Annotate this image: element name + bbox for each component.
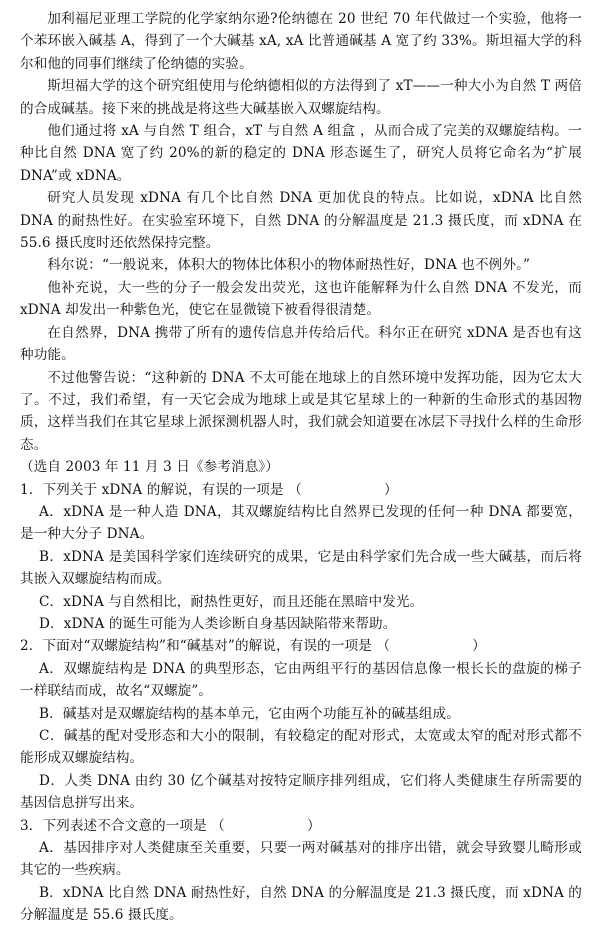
option-b: B．xDNA 比自然 DNA 耐热性好，自然 DNA 的分解温度是 21.3 摄氏度，而 xDNA 的分解温度是 55.6 摄氏度。 — [20, 884, 582, 924]
question-1 — [20, 479, 582, 636]
option-b: B．碱基对是双螺旋结构的基本单元，它由两个功能互补的碱基组成。 — [39, 705, 460, 722]
option-a: A．双螺旋结构是 DNA 的典型形态，它由两组平行的基因信息像一根长长的盘旋的梯子一样联结而成，故名“双螺旋”。 — [20, 660, 582, 700]
option-c: C．碱基的配对受形态和大小的限制，有较稳定的配对形式，太宽或太窄的配对形式都不能形成双螺旋结构。 — [20, 728, 582, 767]
passage-paragraph-1: 加利福尼亚理工学院的化学家纳尔逊?伦纳德在 20 世纪 70 年代做过一个实验，他将一个苯环嵌入碱基 A，得到了一个大碱基 xA, xA 比普通碱基 A 宽了约 33%。斯坦福大学的科尔和他的同事们继续了伦纳德的实验。 — [20, 11, 582, 72]
question-stem: 3．下列表述不合文意的一项是 （ ） — [20, 817, 321, 834]
option-b: B．xDNA 是美国科学家们连续研究的成果，它是由科学家们先合成一些大碱基，而后将其嵌入双螺旋结构而成。 — [20, 548, 582, 588]
question-2 — [20, 635, 582, 814]
passage-paragraph-3: 他们通过将 xA 与自然 T 组合，xT 与自然 A 组盒 ，从而合成了完美的双螺旋结构。一种比自然 DNA 宽了约 20%的新的稳定的 DNA 形态诞生了，研究人员将它命名为“扩展 DNA”或 xDNA。 — [20, 123, 582, 184]
passage-paragraph-8: 不过他警告说：“这种新的 DNA 不太可能在地球上的自然环境中发挥功能，因为它太大了。不过，我们希望，有一天它会成为地球上或是其它星球上的一种新的生命形式的基因物质，这样当我们在其它星球上派探测机器人时，我们就会知道要在冰层下寻找什么样的生命形态。 — [20, 369, 582, 453]
passage — [20, 8, 582, 456]
passage-paragraph-2: 斯坦福大学的这个研究组使用与伦纳德相似的方法得到了 xT——一种大小为自然 T 两倍的合成碱基。接下来的挑战是将这些大碱基嵌入双螺旋结构。 — [20, 78, 582, 117]
passage-paragraph-4: 研究人员发现 xDNA 有几个比自然 DNA 更加优良的特点。比如说，xDNA 比自然 DNA 的耐热性好。在实验室环境下，自然 DNA 的分解温度是 21.3 摄氏度，而 xDNA 在 55.6 摄氏度时还依然保持完整。 — [20, 190, 582, 252]
option-c: C．xDNA 与自然相比，耐热性更好，而且还能在黑暗中发光。 — [39, 593, 424, 610]
option-a: A．xDNA 是一种人造 DNA，其双螺旋结构比自然界已发现的任何一种 DNA 都要宽，是一种大分子 DNA。 — [20, 503, 582, 543]
source-citation: （选自 2003 年 11 月 3 日《参考消息》） — [20, 459, 279, 476]
option-a: A．基因排序对人类健康至关重要，只要一两对碱基对的排序出错，就会导致婴儿畸形或其它的一些疾病。 — [20, 840, 582, 879]
passage-paragraph-5: 科尔说：“一般说来，体积大的物体比体积小的物体耐热性好，DNA 也不例外。” — [47, 257, 531, 274]
option-d: D．xDNA 的诞生可能为人类诊断自身基因缺陷带来帮助。 — [39, 615, 397, 632]
question-stem: 1．下列关于 xDNA 的解说，有误的一项是 （ ） — [20, 481, 398, 498]
question-3 — [20, 815, 582, 927]
option-d: D．人类 DNA 由约 30 亿个碱基对按特定顺序排列组成，它们将人类健康生存所需要的基因信息拼写出来。 — [20, 772, 582, 812]
passage-paragraph-6: 他补充说，大一些的分子一般会发出荧光，这也许能解释为什么自然 DNA 不发光，而 xDNA 却发出一种紫色光，使它在显微镜下被看得很清楚。 — [20, 279, 582, 319]
question-stem: 2．下面对“双螺旋结构”和“碱基对”的解说，有误的一项是 （ ） — [20, 638, 486, 655]
passage-paragraph-7: 在自然界，DNA 携带了所有的遗传信息并传给后代。科尔正在研究 xDNA 是否也有这种功能。 — [20, 324, 582, 364]
